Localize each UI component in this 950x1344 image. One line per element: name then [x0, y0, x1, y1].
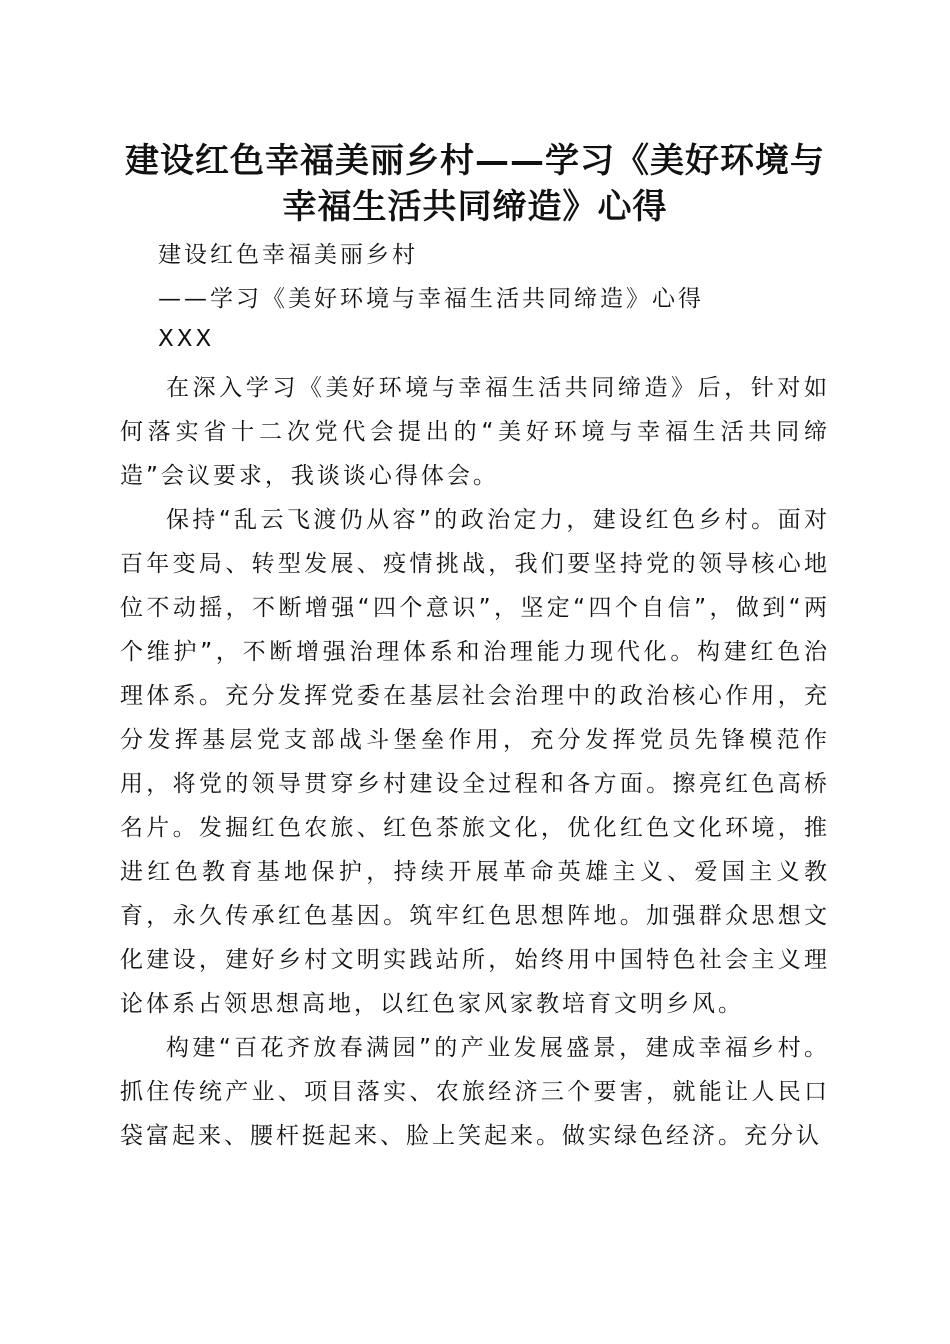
paragraph-red-village: 保持“乱云飞渡仍从容”的政治定力，建设红色乡村。面对百年变局、转型发展、疫情挑战，我们要坚持党的领导核心地位不动摇，不断增强“四个意识”，坚定“四个自信”，做到“两个维护”，不断增强治理体系和治理能力现代化。构建红色治理体系。充分发挥党委在基层社会治理中的政治核心作用，充分发挥基层党支部战斗堡垒作用，充分发挥党员先锋模范作用，将党的领导贯穿乡村建设全过程和各方面。擦亮红色高桥名片。发掘红色农旅、红色茶旅文化，优化红色文化环境，推进红色教育基地保护，持续开展革命英雄主义、爱国主义教育，永久传承红色基因。筑牢红色思想阵地。加强群众思想文化建设，建好乡村文明实践站所，始终用中国特色社会主义理论体系占领思想高地，以红色家风家教培育文明乡风。: [120, 507, 830, 1017]
body-paragraphs: [120, 366, 830, 1158]
paragraph-happy-village: 构建“百花齐放春满园”的产业发展盛景，建成幸福乡村。抓住传统产业、项目落实、农旅经济三个要害，就能让人民口袋富起来、腰杆挺起来、脸上笑起来。做实绿色经济。充分认: [120, 1035, 830, 1149]
author: XXX: [158, 326, 215, 352]
document-title-line-2: 幸福生活共同缔造》心得: [282, 187, 668, 227]
paragraph-intro: 在深入学习《美好环境与幸福生活共同缔造》后，针对如何落实省十二次党代会提出的“美好环境与幸福生活共同缔造”会议要求，我谈谈心得体会。: [120, 375, 830, 489]
document-title-line-1: 建设红色幸福美丽乡村——学习《美好环境与: [125, 141, 825, 181]
subtitle-line-1: 建设红色幸福美丽乡村: [158, 242, 418, 268]
subtitle-line-2: ——学习《美好环境与幸福生活共同缔造》心得: [158, 286, 704, 312]
